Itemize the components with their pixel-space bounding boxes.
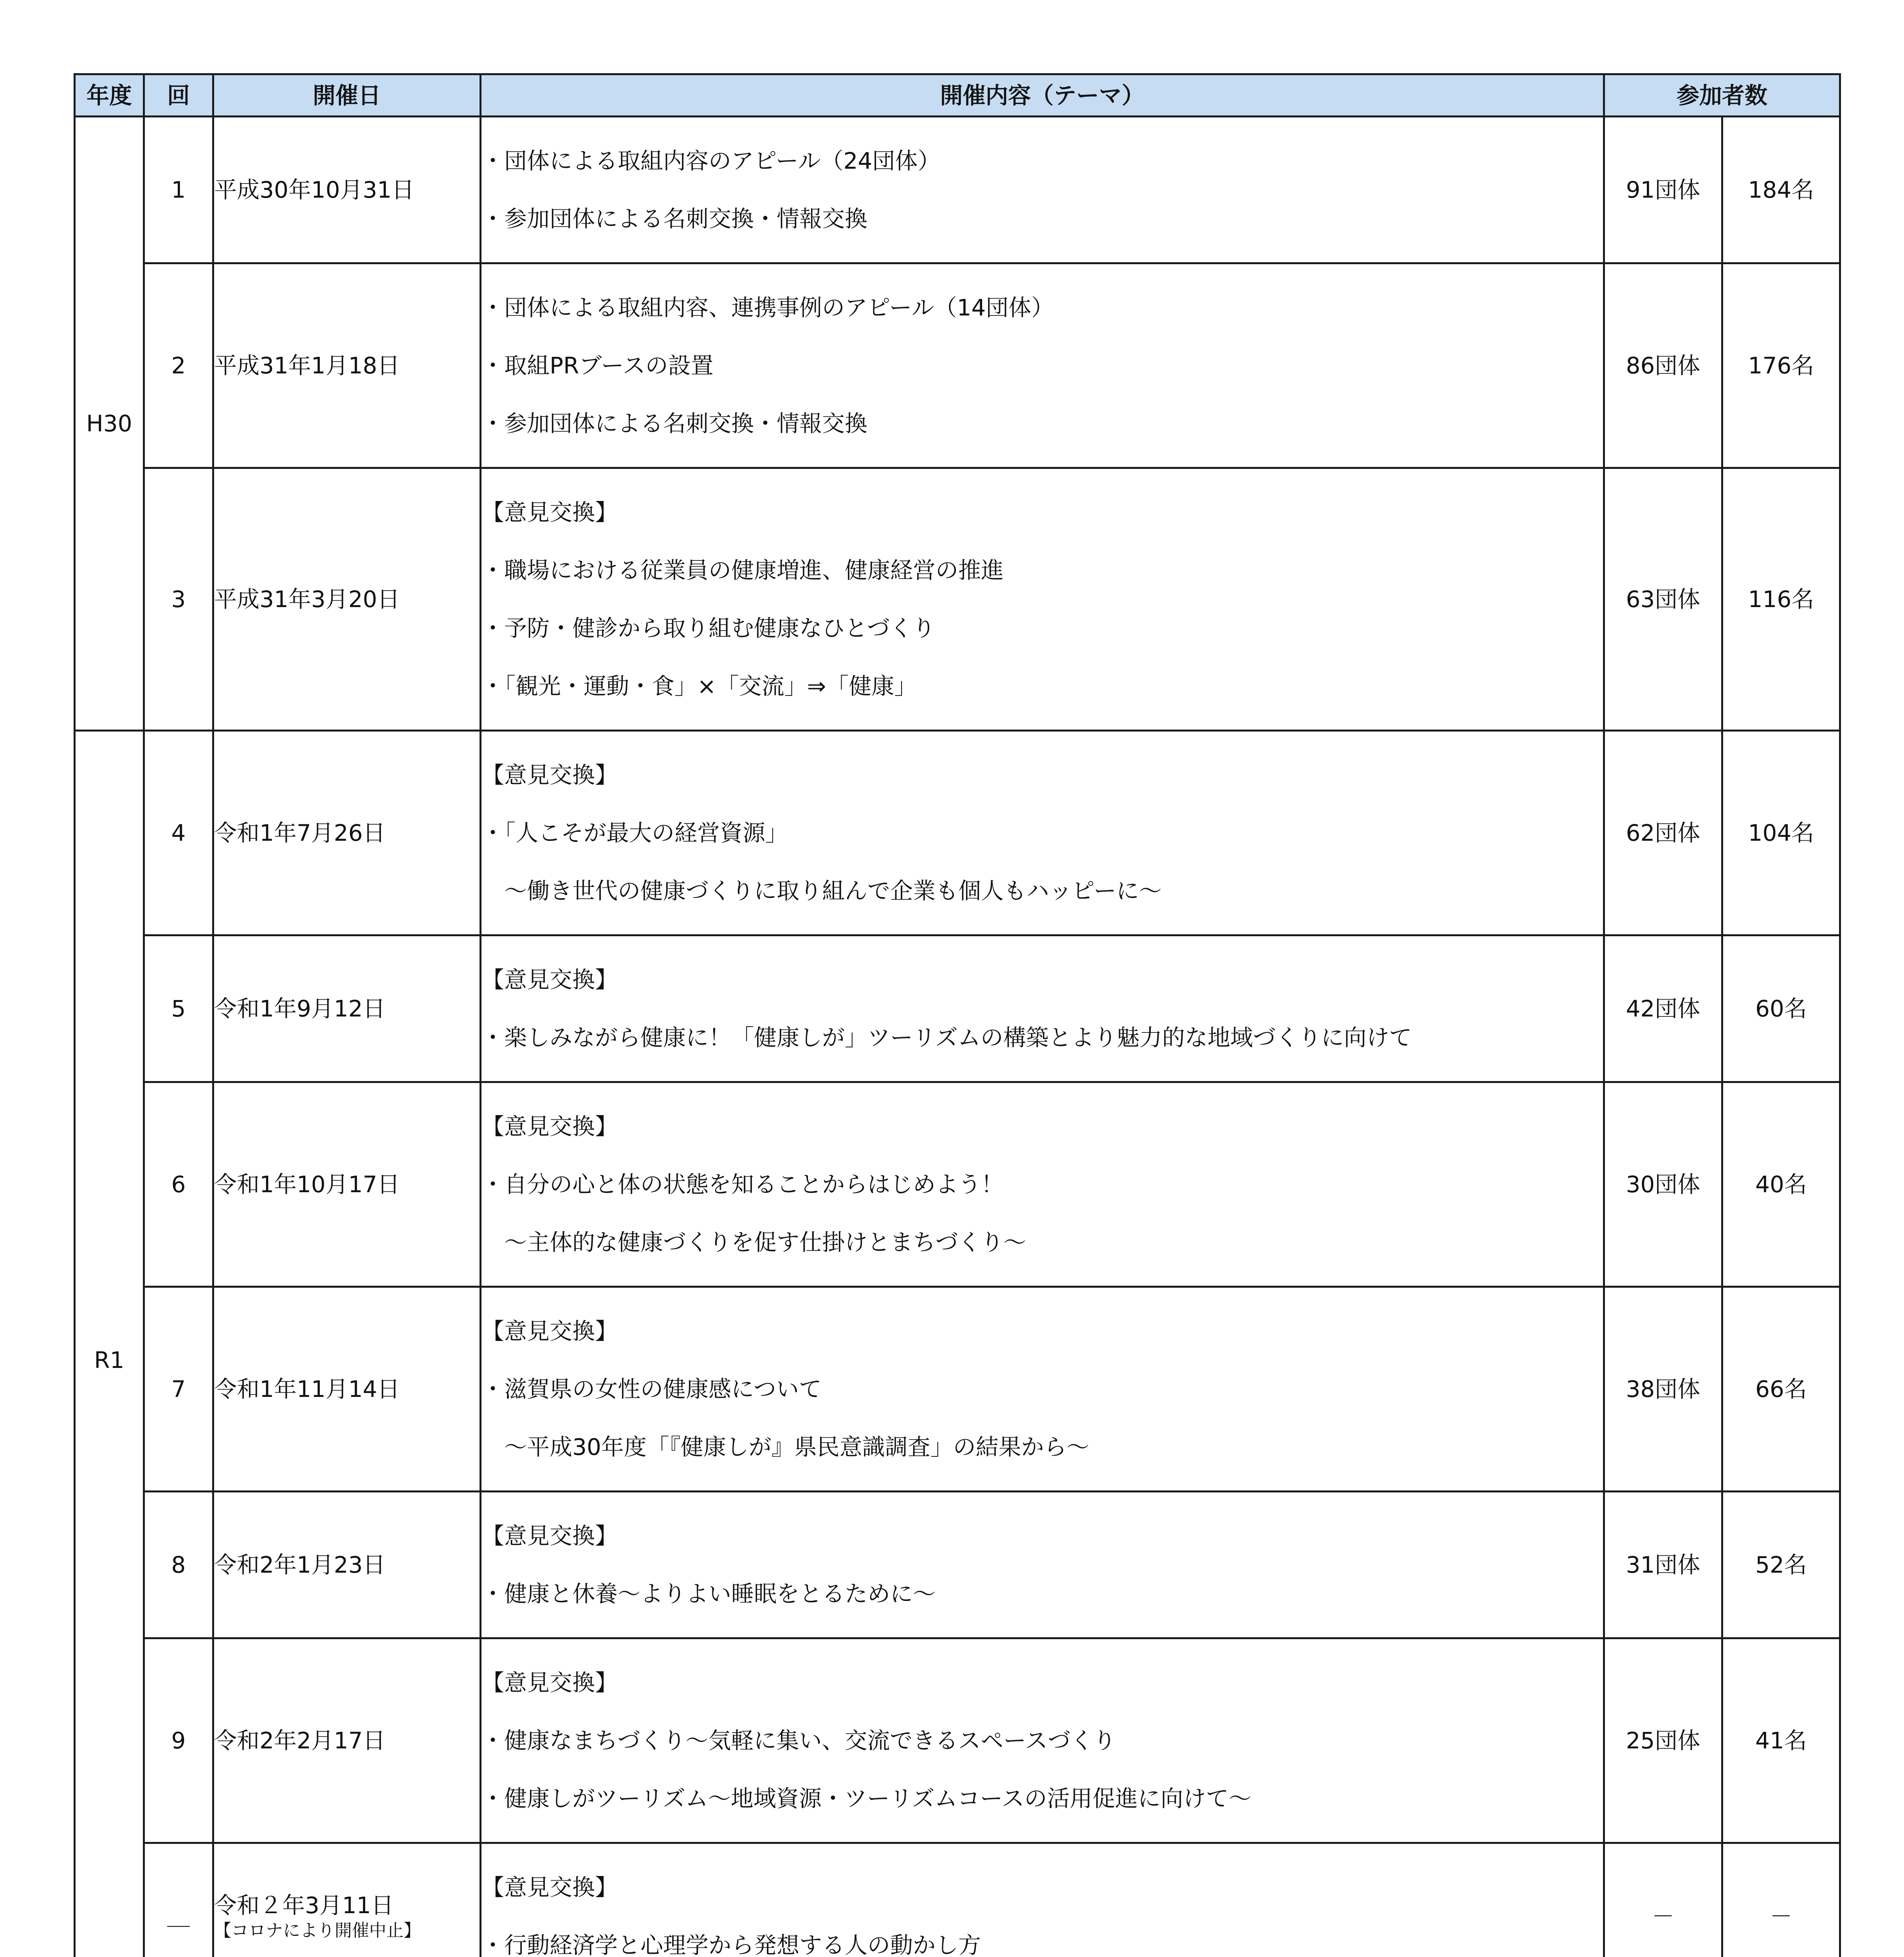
content-line: ～働き世代の健康づくりに取り組んで企業も個人もハッピーに～ [481, 876, 1603, 905]
header-row [75, 74, 1840, 117]
people-count-cell: 184名 [1722, 117, 1840, 263]
people-count-cell: 41名 [1722, 1638, 1840, 1843]
round-cell: 5 [144, 935, 213, 1082]
header-round: 回 [144, 74, 213, 117]
round-cell: 8 [144, 1492, 213, 1638]
people-count-cell: 66名 [1722, 1287, 1840, 1492]
header-year: 年度 [75, 74, 144, 117]
content-line: ・滋賀県の女性の健康感について [481, 1375, 1603, 1404]
content-line: ・団体による取組内容のアピール（24団体） [481, 146, 1603, 175]
people-count-cell: 116名 [1722, 468, 1840, 731]
content-line: ・団体による取組内容、連携事例のアピール（14団体） [481, 293, 1603, 322]
date-cell: 令和1年11月14日 [213, 1287, 481, 1492]
content-line: ・健康なまちづくり～気軽に集い、交流できるスペースづくり [481, 1726, 1603, 1755]
round-cell: ＿ [144, 1843, 213, 1957]
people-count-cell: － [1722, 1843, 1840, 1957]
content-line: ・取組PRブースの設置 [481, 351, 1603, 380]
content-line: ・自分の心と体の状態を知ることからはじめよう！ [481, 1170, 1603, 1199]
org-count-cell: 86団体 [1604, 263, 1722, 468]
date-cell: 平成31年3月20日 [213, 468, 481, 731]
table-row [75, 1638, 1840, 1843]
people-count-cell: 52名 [1722, 1492, 1840, 1638]
header-participants: 参加者数 [1604, 74, 1840, 117]
round-cell: 6 [144, 1082, 213, 1287]
content-line: 【意見交換】 [481, 1521, 1603, 1550]
people-count-cell: 104名 [1722, 731, 1840, 935]
date-cell: 令和1年10月17日 [213, 1082, 481, 1287]
date-text: 令和２年3月11日 [214, 1891, 480, 1920]
round-cell: 4 [144, 731, 213, 935]
org-count-cell: 62団体 [1604, 731, 1722, 935]
year-cell-r1: R1 [75, 731, 144, 1957]
round-cell: 7 [144, 1287, 213, 1492]
content-cell [481, 117, 1604, 263]
org-count-cell: 38団体 [1604, 1287, 1722, 1492]
header-content: 開催内容（テーマ） [481, 74, 1604, 117]
date-cell [213, 1843, 481, 1957]
content-cell [481, 468, 1604, 731]
content-line: ～主体的な健康づくりを促す仕掛けとまちづくり～ [481, 1228, 1603, 1257]
table-row [75, 1082, 1840, 1287]
content-line: ・健康と休養～よりよい睡眠をとるために～ [481, 1579, 1603, 1608]
table-row [75, 935, 1840, 1082]
content-line: ・健康しがツーリズム～地域資源・ツーリズムコースの活用促進に向けて～ [481, 1784, 1603, 1813]
people-count-cell: 176名 [1722, 263, 1840, 468]
people-count-cell: 60名 [1722, 935, 1840, 1082]
content-cell [481, 1638, 1604, 1843]
round-cell: 1 [144, 117, 213, 263]
round-cell: 2 [144, 263, 213, 468]
date-cell: 令和2年1月23日 [213, 1492, 481, 1638]
content-line: 【意見交換】 [481, 965, 1603, 994]
content-cell [481, 1492, 1604, 1638]
content-line: ～平成30年度「『健康しが』県民意識調査」の結果から～ [481, 1433, 1603, 1461]
meeting-schedule-table [74, 73, 1841, 1957]
content-line: ・行動経済学と心理学から発想する人の動かし方 [481, 1931, 1603, 1957]
table-row [75, 117, 1840, 263]
table-row [75, 1843, 1840, 1957]
content-line: 【意見交換】 [481, 760, 1603, 789]
content-line: 【意見交換】 [481, 498, 1603, 527]
content-cell [481, 263, 1604, 468]
content-line: ・予防・健診から取り組む健康なひとづくり [481, 614, 1603, 643]
org-count-cell: 31団体 [1604, 1492, 1722, 1638]
content-line: 【意見交換】 [481, 1112, 1603, 1141]
org-count-cell: 63団体 [1604, 468, 1722, 731]
org-count-cell: － [1604, 1843, 1722, 1957]
content-line: ・「人こそが最大の経営資源」 [481, 818, 1603, 847]
table-row [75, 263, 1840, 468]
org-count-cell: 91団体 [1604, 117, 1722, 263]
table-row [75, 1287, 1840, 1492]
table-row [75, 1492, 1840, 1638]
date-cell: 令和1年7月26日 [213, 731, 481, 935]
content-line: ・参加団体による名刺交換・情報交換 [481, 409, 1603, 438]
year-cell-h30: H30 [75, 117, 144, 731]
content-cell [481, 1287, 1604, 1492]
content-cell [481, 935, 1604, 1082]
date-cell: 令和1年9月12日 [213, 935, 481, 1082]
content-cell [481, 731, 1604, 935]
content-line: 【意見交換】 [481, 1317, 1603, 1346]
org-count-cell: 42団体 [1604, 935, 1722, 1082]
content-line: 【意見交換】 [481, 1873, 1603, 1902]
org-count-cell: 30団体 [1604, 1082, 1722, 1287]
content-line: ・楽しみながら健康に！「健康しが」ツーリズムの構築とより魅力的な地域づくりに向けて [481, 1023, 1603, 1052]
content-line: ・参加団体による名刺交換・情報交換 [481, 204, 1603, 233]
table-row [75, 731, 1840, 935]
content-cell [481, 1082, 1604, 1287]
org-count-cell: 25団体 [1604, 1638, 1722, 1843]
content-line: ・「観光・運動・食」×「交流」⇒「健康」 [481, 672, 1603, 701]
date-cell: 平成30年10月31日 [213, 117, 481, 263]
content-cell [481, 1843, 1604, 1957]
cancelled-note: 【コロナにより開催中止】 [214, 1920, 480, 1942]
round-cell: 9 [144, 1638, 213, 1843]
round-cell: 3 [144, 468, 213, 731]
date-cell: 平成31年1月18日 [213, 263, 481, 468]
table-row [75, 468, 1840, 731]
people-count-cell: 40名 [1722, 1082, 1840, 1287]
content-line: ・職場における従業員の健康増進、健康経営の推進 [481, 556, 1603, 585]
date-cell: 令和2年2月17日 [213, 1638, 481, 1843]
content-line: 【意見交換】 [481, 1668, 1603, 1697]
header-date: 開催日 [213, 74, 481, 117]
